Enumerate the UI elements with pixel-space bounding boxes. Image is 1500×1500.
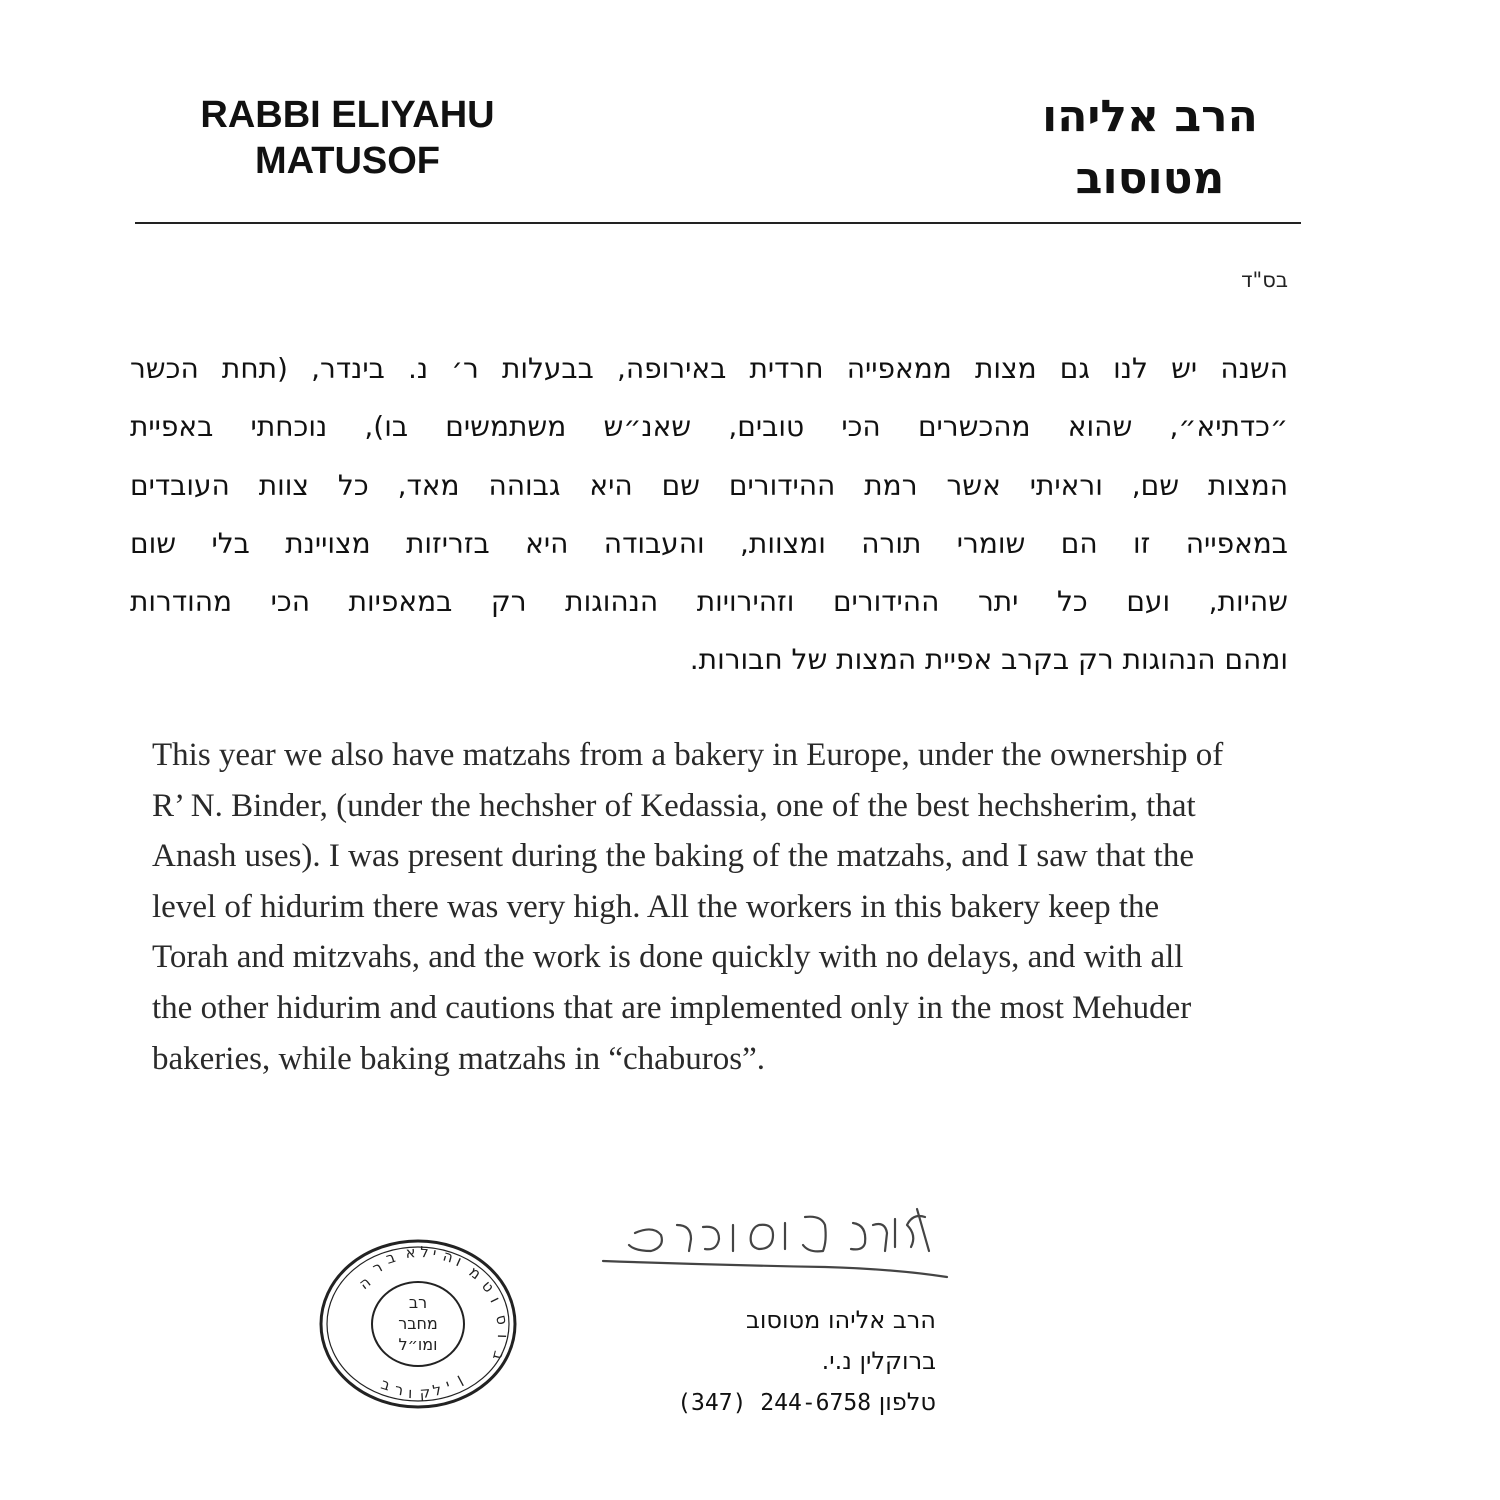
english-line: level of hidurim there was very high. All the workers in this bakery keep the	[152, 888, 1160, 925]
hebrew-line: ״כדתיא״, שהוא מהכשרים הכי טובים, שאנ״ש משתמשים בו), נוכחתי באפיית	[130, 410, 1288, 444]
english-name-line2: MATUSOF	[254, 140, 441, 182]
signature-block	[640, 1300, 936, 1424]
svg-text:א: א	[404, 1243, 417, 1262]
svg-text:ו: ו	[493, 1333, 512, 1339]
svg-text:ל: ל	[419, 1243, 430, 1262]
svg-text:ר: ר	[393, 1380, 405, 1400]
svg-text:ה: ה	[355, 1272, 375, 1294]
english-line: bakeries, while baking matzahs in “chaburos”.	[152, 1040, 766, 1077]
hebrew-line: המצות שם, וראיתי אשר רמת ההידורים שם היא גבוהה מאד, כל צוות העובדים	[130, 468, 1288, 502]
svg-text:ו: ו	[407, 1384, 413, 1403]
english-line: Torah and mitzvahs, and the work is done quickly with no delays, and with all	[152, 939, 1184, 976]
phone-label: טלפון	[878, 1388, 936, 1416]
hebrew-name-line2: מטוסוב	[1075, 153, 1225, 204]
english-line: This year we also have matzahs from a bakery in Europe, under the ownership of	[152, 737, 1224, 773]
svg-text:ב: ב	[378, 1374, 393, 1395]
svg-text:ק: ק	[419, 1383, 431, 1402]
hebrew-letter-body	[130, 340, 1288, 690]
english-letter-body	[152, 730, 1282, 1084]
english-name-header	[150, 92, 545, 184]
hebrew-line: שהיות, ועם כל יתר ההידורים וזהירויות הנהוגות רק במאפיות הכי מהודרות	[130, 585, 1288, 619]
header-divider	[135, 222, 1301, 224]
hebrew-line: ומהם הנהוגות רק בקרב אפיית המצות של חבורות.	[689, 643, 1288, 677]
svg-text:ו: ו	[453, 1252, 465, 1271]
svg-text:ומו״ל: ומו״ל	[398, 1335, 438, 1354]
signer-name: הרב אליהו מטוסוב	[745, 1306, 936, 1334]
bsd-mark: בס"ד	[1241, 268, 1288, 292]
svg-text:ר: ר	[369, 1257, 386, 1278]
phone-number: (347) 244-6758	[677, 1390, 872, 1416]
hebrew-name-header	[985, 86, 1315, 210]
english-line: Anash uses). I was present during the baking of the matzahs, and I saw that the	[152, 838, 1194, 875]
svg-text:ט: ט	[477, 1277, 498, 1297]
svg-text:מ: מ	[465, 1262, 485, 1284]
hebrew-name-line1: הרב אליהו	[1042, 91, 1258, 142]
svg-text:ב: ב	[489, 1349, 509, 1362]
svg-text:ן: ן	[453, 1369, 466, 1388]
svg-text:רב: רב	[408, 1293, 428, 1312]
rabbinical-stamp-icon	[318, 1238, 518, 1410]
svg-text:ו: ו	[486, 1293, 505, 1306]
hebrew-line: במאפייה זו הם שומרי תורה ומצוות, והעבודה היא בזריזות מצויינת בלי שום	[130, 526, 1288, 560]
hebrew-line: השנה יש לנו גם מצות ממאפייה חרדית באירופה, בבעלות ר׳ נ. בינדר, (תחת הכשר	[130, 352, 1288, 385]
english-name-line1: RABBI ELIYAHU	[200, 94, 495, 136]
signer-phone	[640, 1382, 936, 1424]
english-line: R’ N. Binder, (under the hechsher of Kedassia, one of the best hechsherim, that	[152, 787, 1196, 824]
svg-text:י: י	[443, 1375, 453, 1394]
svg-text:ב: ב	[383, 1248, 398, 1268]
english-line: the other hidurim and cautions that are implemented only in the most Mehuder	[152, 989, 1192, 1026]
svg-text:מחבר: מחבר	[398, 1314, 438, 1333]
svg-text:י: י	[431, 1244, 438, 1263]
svg-text:ה: ה	[440, 1246, 456, 1267]
svg-text:ס: ס	[492, 1313, 512, 1327]
svg-text:ל: ל	[431, 1380, 444, 1400]
handwritten-signature-icon	[595, 1195, 955, 1285]
signer-city: ברוקלין נ.י.	[821, 1347, 936, 1375]
